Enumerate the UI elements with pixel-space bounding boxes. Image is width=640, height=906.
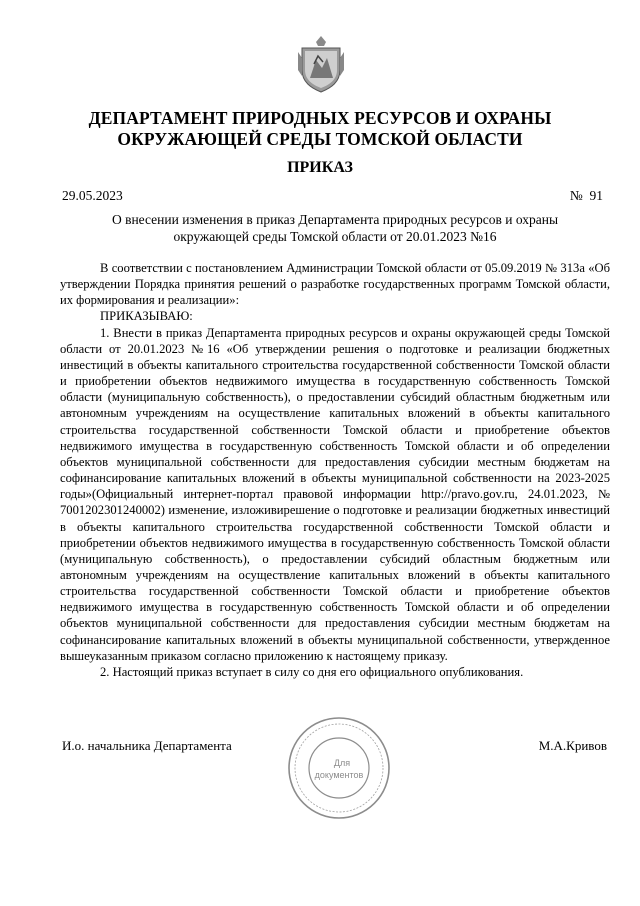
document-subject — [60, 211, 610, 245]
stamp-text-line2: документов — [314, 770, 364, 780]
coat-of-arms-icon — [296, 34, 346, 94]
item-2-paragraph: 2. Настоящий приказ вступает в силу со дня его официального опубликования. — [100, 664, 524, 679]
order-word: ПРИКАЗЫВАЮ: — [100, 309, 193, 324]
document-number: № 91 — [569, 188, 603, 203]
stamp-seal-icon — [286, 715, 392, 821]
organization-title-line2: ОКРУЖАЮЩЕЙ СРЕДЫ ТОМСКОЙ ОБЛАСТИ — [117, 129, 523, 149]
item-1-paragraph: 1. Внести в приказ Департамента природных ресурсов и охраны окружающей среды Томской области от 20.01.2023 №16 «Об утверждении решения о подготовке и реализации бюджетных инвестиций в объекты капитального строительства государственной собственности Томской области и приобретении объектов недвижимого имущества в государственную собственность Томской области (муниципальную собственность), о предоставлении субсидий областным бюджетным или автономным учреждениям на осуществление капитальных вложений в объекты капитального строительства государственной собственности Томской области и приобретение объектов недвижимого имущества в государственную собственность Томской области и об определении объектов муниципальной собственности для предоставления субсидии местным бюджетам на софинансирование капитальных вложений в объекты муниципальной собственности на 2023-2025 годы»(Официальный интернет-портал правовой информации http://pravo.gov.ru, 24.01.2023, № 7001202301240002) изменение, изложивирешение о подготовке и реализации бюджетных инвестиций в объекты капитального строительства государственной собственности Томской области и приобретении объектов недвижимого имущества в государственную собственность Томской области (муниципальную собственность), о предоставлении субсидий областным бюджетным или автономным учреждениям на осуществление капитальных вложений в объекты капитального строительства государственной собственности Томской области и приобретение объектов недвижимого имущества в государственную собственность Томской области и об определении объектов муниципальной собственности для предоставления субсидии местным бюджетам на софинансирование капитальных вложений в объекты муниципальной собственности, утвержденное вышеуказанным приказом согласно приложению к настоящему приказу. — [60, 325, 610, 663]
stamp-text-line1: Для — [333, 758, 351, 768]
organization-title — [40, 108, 600, 150]
signatory-title: И.о. начальника Департамента — [62, 738, 232, 753]
document-date: 29.05.2023 — [62, 188, 123, 203]
subject-line1: О внесении изменения в приказ Департамента природных ресурсов и охраны — [111, 212, 559, 227]
document-type: ПРИКАЗ — [287, 159, 353, 176]
signer-name: М.А.Кривов — [538, 738, 607, 753]
organization-title-line1: ДЕПАРТАМЕНТ ПРИРОДНЫХ РЕСУРСОВ И ОХРАНЫ — [88, 108, 552, 128]
preamble-paragraph: В соответствии с постановлением Администрации Томской области от 05.09.2019 № 313а «Об утверждении Порядка принятия решений о разработке государственных программ Томской области, их формирования и реализации»: — [60, 261, 610, 308]
document-body — [60, 260, 610, 680]
subject-line2: окружающей среды Томской области от 20.01.2023 №16 — [173, 229, 497, 244]
